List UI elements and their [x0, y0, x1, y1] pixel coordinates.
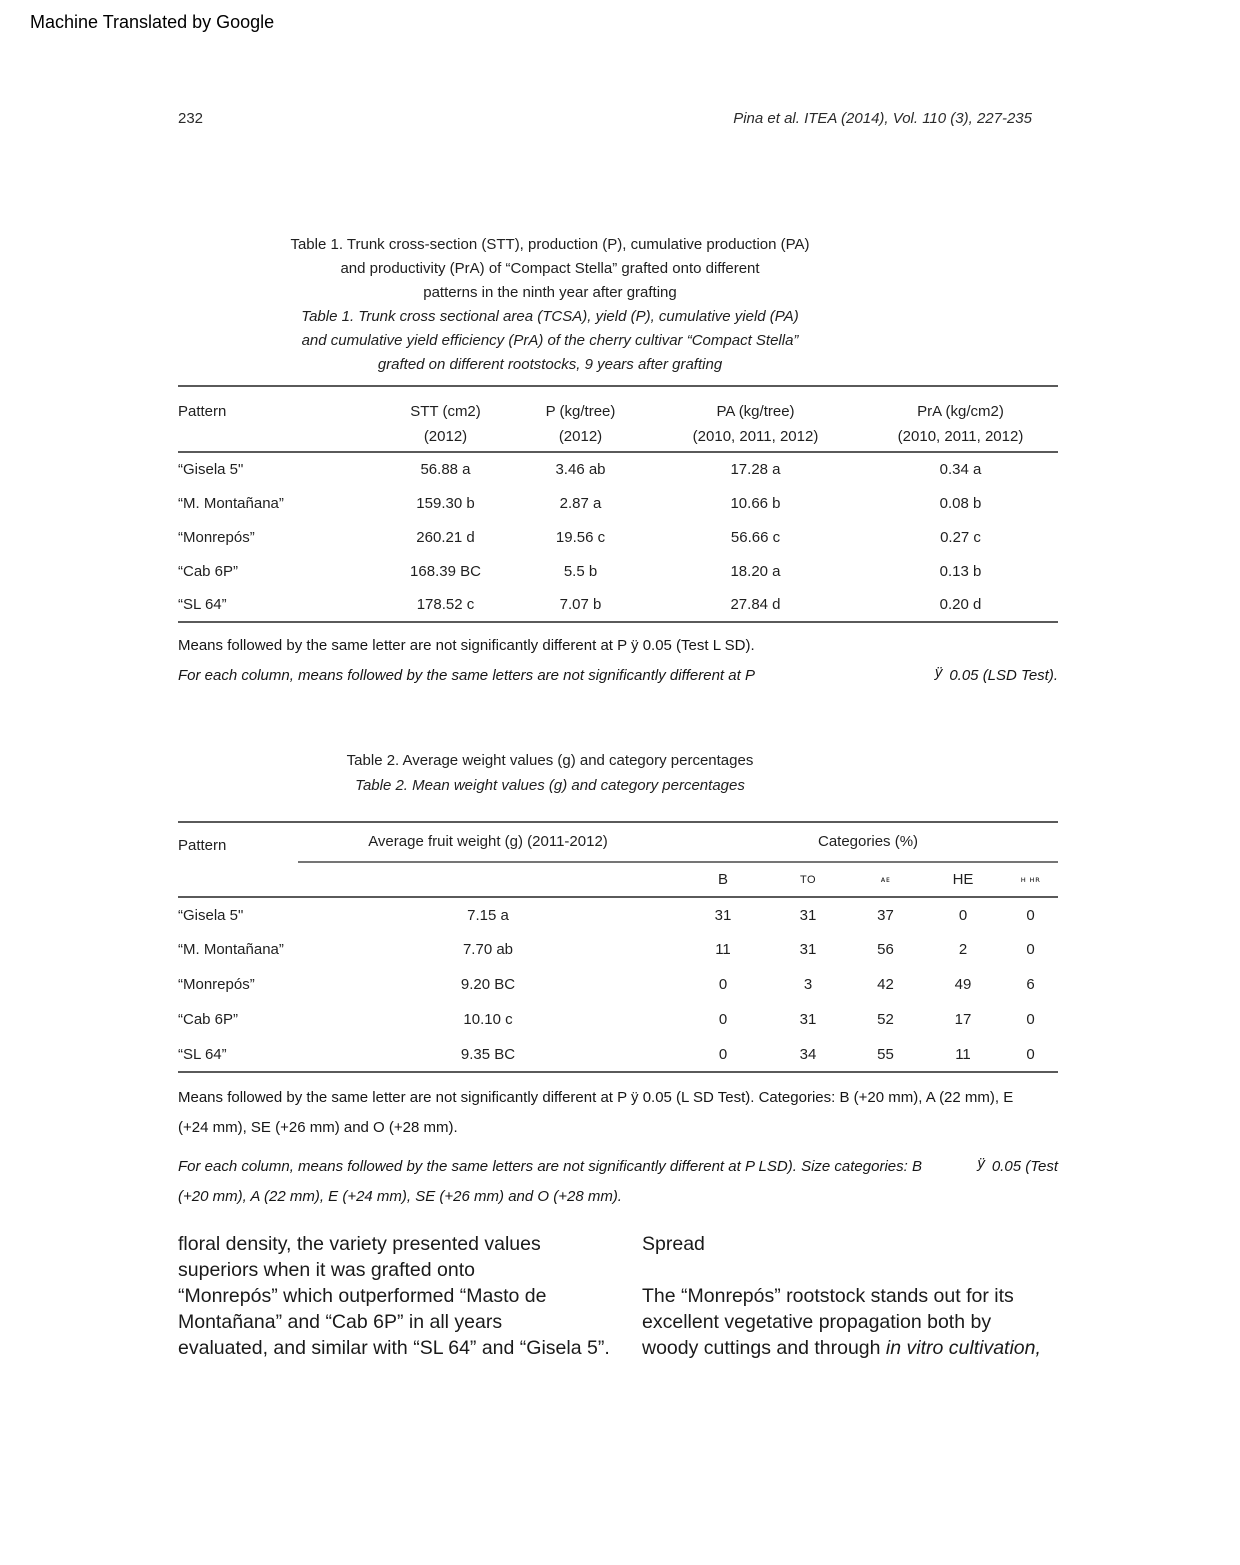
table2-footnote-es-line1: [178, 1155, 1058, 1175]
cell-pra: 0.08 b: [939, 494, 982, 512]
blank-line: [642, 1257, 1058, 1283]
table2-subcol-he: HE: [923, 862, 1003, 897]
body-line: The “Monrepós” rootstock stands out for its: [642, 1285, 1014, 1307]
cell-cat: 2: [958, 941, 968, 958]
cell-cat: 0: [718, 1045, 728, 1063]
table1-caption-es-line2: and cumulative yield efficiency (PrA) of the cherry cultivar “Compact Stella”: [301, 332, 799, 349]
table2-subcol-ae: ᴀᴇ: [848, 862, 923, 897]
table1-caption-es-line3: grafted on different rootstocks, 9 years after grafting: [377, 356, 723, 373]
col-sublabel: (2010, 2011, 2012): [692, 428, 819, 445]
table-row: [178, 520, 1058, 554]
table1-col-pa: [648, 386, 863, 452]
footnote-significance: [977, 1155, 1058, 1175]
table-row: [178, 1037, 1058, 1072]
cell-cat: 0: [718, 1011, 728, 1028]
cell-cat: 42: [877, 976, 894, 993]
footnote-text: For each column, means followed by the same letters are not significantly different at P LSD). Size categories: B: [178, 1158, 922, 1175]
table-row: [178, 897, 1058, 932]
cell-p: 7.07 b: [559, 596, 602, 613]
table1-caption-en-line1: Table 1. Trunk cross-section (STT), production (P), cumulative production (PA): [290, 236, 810, 253]
cell-cat: 6: [1026, 976, 1035, 993]
page-content: [178, 110, 1058, 1361]
table2-header-row2: [178, 862, 1058, 897]
cell-cat: 31: [799, 941, 817, 958]
cell-stt: 178.52 c: [416, 596, 475, 613]
table1-col-p: [513, 386, 648, 452]
table2-subcol-to: TO: [768, 862, 848, 897]
significance-text: 0.05 (Test: [991, 1158, 1058, 1175]
cell-cat: 31: [714, 906, 732, 924]
footnote-significance: [934, 664, 1058, 684]
table2-col-pattern: Pattern: [178, 822, 298, 897]
significance-symbol: ÿ: [977, 1155, 985, 1172]
cell-cat: 31: [799, 1011, 817, 1028]
cell-avg-weight: 10.10 c: [463, 1011, 513, 1028]
cell-pra: 0.34 a: [939, 461, 982, 478]
cell-stt: 260.21 d: [416, 528, 475, 546]
col-label: STT (cm2): [410, 403, 481, 420]
significance-symbol: ÿ: [934, 664, 943, 681]
cell-cat: 17: [954, 1011, 972, 1028]
cell-cat: 0: [1026, 906, 1035, 924]
table1-caption-en-line2: and productivity (PrA) of “Compact Stella” grafted onto different: [340, 260, 760, 277]
cell-cat: 0: [958, 906, 968, 924]
cell-pattern: “SL 64”: [178, 1045, 227, 1063]
cell-stt: 168.39 BC: [410, 562, 481, 580]
table2-footnotes: [178, 1089, 1058, 1205]
col-label: PA (kg/tree): [716, 403, 795, 420]
cell-cat: 52: [877, 1011, 894, 1028]
table1-col-pra: [863, 386, 1058, 452]
cell-avg-weight: 9.20 BC: [460, 976, 516, 993]
cell-pa: 10.66 b: [730, 494, 781, 512]
cell-cat: 0: [718, 976, 728, 993]
page-header: [178, 110, 1058, 127]
table2-subcol-b: B: [678, 862, 768, 897]
table2-caption-es: Table 2. Mean weight values (g) and category percentages: [355, 777, 745, 794]
body-line: Montañana” and “Cab 6P” in all years: [178, 1311, 503, 1333]
body-line: superiors when it was grafted onto: [178, 1259, 475, 1281]
cell-pattern: “Cab 6P”: [178, 1011, 239, 1028]
cell-cat: 31: [799, 906, 817, 924]
cell-cat: 56: [877, 941, 894, 958]
table-row: [178, 486, 1058, 520]
cell-cat: 11: [715, 941, 731, 958]
body-line: evaluated, and similar with “SL 64” and “Gisela 5”.: [178, 1337, 610, 1359]
table2-footnote-en-line2: (+24 mm), SE (+26 mm) and O (+28 mm).: [178, 1119, 458, 1136]
cell-cat: 34: [799, 1045, 817, 1063]
col-sublabel: (2012): [423, 428, 468, 445]
body-text: [178, 1231, 1058, 1361]
table1-caption-en-line3: patterns in the ninth year after grafting: [423, 284, 677, 301]
col-sublabel: (2010, 2011, 2012): [897, 428, 1024, 445]
cell-pa: 56.66 c: [730, 528, 781, 546]
running-head-citation: Pina et al. ITEA (2014), Vol. 110 (3), 227-235: [733, 110, 1032, 127]
body-left-column: [178, 1231, 642, 1361]
cell-cat: 3: [803, 976, 813, 993]
significance-text: 0.05 (LSD Test).: [949, 667, 1058, 684]
cell-pattern: “Gisela 5": [178, 906, 244, 924]
table-row: [178, 588, 1058, 622]
table2-col-avg-weight: Average fruit weight (g) (2011-2012): [298, 822, 678, 862]
col-label: PrA (kg/cm2): [917, 403, 1004, 420]
cell-avg-weight: 7.70 ab: [462, 941, 514, 958]
body-line: “Monrepós” which outperformed “Masto de: [178, 1285, 547, 1307]
table1-col-stt: [378, 386, 513, 452]
body-line: excellent vegetative propagation both by: [642, 1311, 992, 1333]
table-row: [178, 452, 1058, 486]
section-heading: Spread: [642, 1233, 705, 1255]
cell-cat: 37: [877, 906, 894, 924]
table2-footnote-en-line1: Means followed by the same letter are not significantly different at P ÿ 0.05 (L SD Test). Categories: B (+20 mm), A (22 mm), E: [178, 1089, 1014, 1106]
cell-pa: 17.28 a: [730, 461, 781, 478]
table-row: [178, 932, 1058, 967]
cell-pattern: “Monrepós”: [178, 528, 255, 546]
cell-cat: 49: [954, 976, 972, 993]
table2-subcol-empty: [298, 862, 678, 897]
cell-cat: 0: [1026, 1045, 1035, 1063]
table2-col-categories: Categories (%): [678, 822, 1058, 862]
body-line: [642, 1335, 1058, 1361]
cell-pattern: “M. Montañana”: [178, 941, 284, 958]
cell-pattern: “Cab 6P”: [178, 562, 239, 580]
table1: [178, 385, 1058, 623]
table-row: [178, 1002, 1058, 1037]
cell-stt: 159.30 b: [416, 494, 475, 512]
cell-p: 5.5 b: [563, 562, 598, 580]
cell-pattern: “SL 64”: [178, 596, 227, 613]
footnote-text: For each column, means followed by the same letters are not significantly different at P: [178, 667, 755, 684]
table2-subcol-o: ʜ ʜʀ: [1003, 862, 1058, 897]
cell-p: 3.46 ab: [555, 461, 606, 478]
table2-header-row1: [178, 822, 1058, 862]
cell-avg-weight: 9.35 BC: [460, 1045, 516, 1063]
cell-pra: 0.13 b: [939, 562, 982, 580]
body-right-column: [642, 1231, 1058, 1361]
body-line-italic: in vitro cultivation,: [885, 1337, 1041, 1359]
cell-avg-weight: 7.15 a: [467, 906, 509, 924]
table2: [178, 821, 1058, 1073]
cell-pattern: “Gisela 5": [178, 461, 244, 478]
table2-footnote-es-line2: (+20 mm), A (22 mm), E (+24 mm), SE (+26 mm) and O (+28 mm).: [178, 1188, 622, 1205]
cell-pra: 0.27 c: [940, 528, 981, 546]
table1-footnote-en: Means followed by the same letter are not significantly different at P ÿ 0.05 (Test L SD).: [178, 637, 755, 654]
cell-pattern: “Monrepós”: [178, 976, 255, 993]
table-row: [178, 967, 1058, 1002]
cell-cat: 55: [877, 1045, 894, 1063]
cell-pa: 18.20 a: [730, 562, 781, 580]
cell-p: 2.87 a: [559, 494, 602, 512]
table1-footnote-es: [178, 664, 1058, 684]
cell-cat: 11: [955, 1045, 971, 1063]
col-sublabel: (2012): [558, 428, 603, 445]
cell-pra: 0.20 d: [939, 596, 982, 613]
cell-p: 19.56 c: [555, 528, 606, 546]
table2-caption-en: Table 2. Average weight values (g) and category percentages: [346, 752, 754, 769]
cell-pattern: “M. Montañana”: [178, 494, 284, 512]
body-line: floral density, the variety presented values: [178, 1233, 541, 1255]
table-row: [178, 554, 1058, 588]
cell-cat: 0: [1026, 941, 1035, 958]
cell-pa: 27.84 d: [730, 596, 781, 613]
body-line-text: woody cuttings and through: [642, 1337, 886, 1359]
cell-cat: 0: [1026, 1011, 1035, 1028]
machine-translated-banner: Machine Translated by Google: [30, 12, 275, 32]
col-label: P (kg/tree): [545, 403, 616, 420]
cell-stt: 56.88 a: [420, 461, 471, 478]
table1-col-pattern: Pattern: [178, 386, 378, 452]
table1-caption-es-line1: Table 1. Trunk cross sectional area (TCSA), yield (P), cumulative yield (PA): [301, 308, 799, 325]
table1-caption: [178, 233, 922, 377]
table2-caption: [178, 748, 922, 798]
table1-header-row: [178, 386, 1058, 452]
page-number: 232: [178, 110, 204, 127]
